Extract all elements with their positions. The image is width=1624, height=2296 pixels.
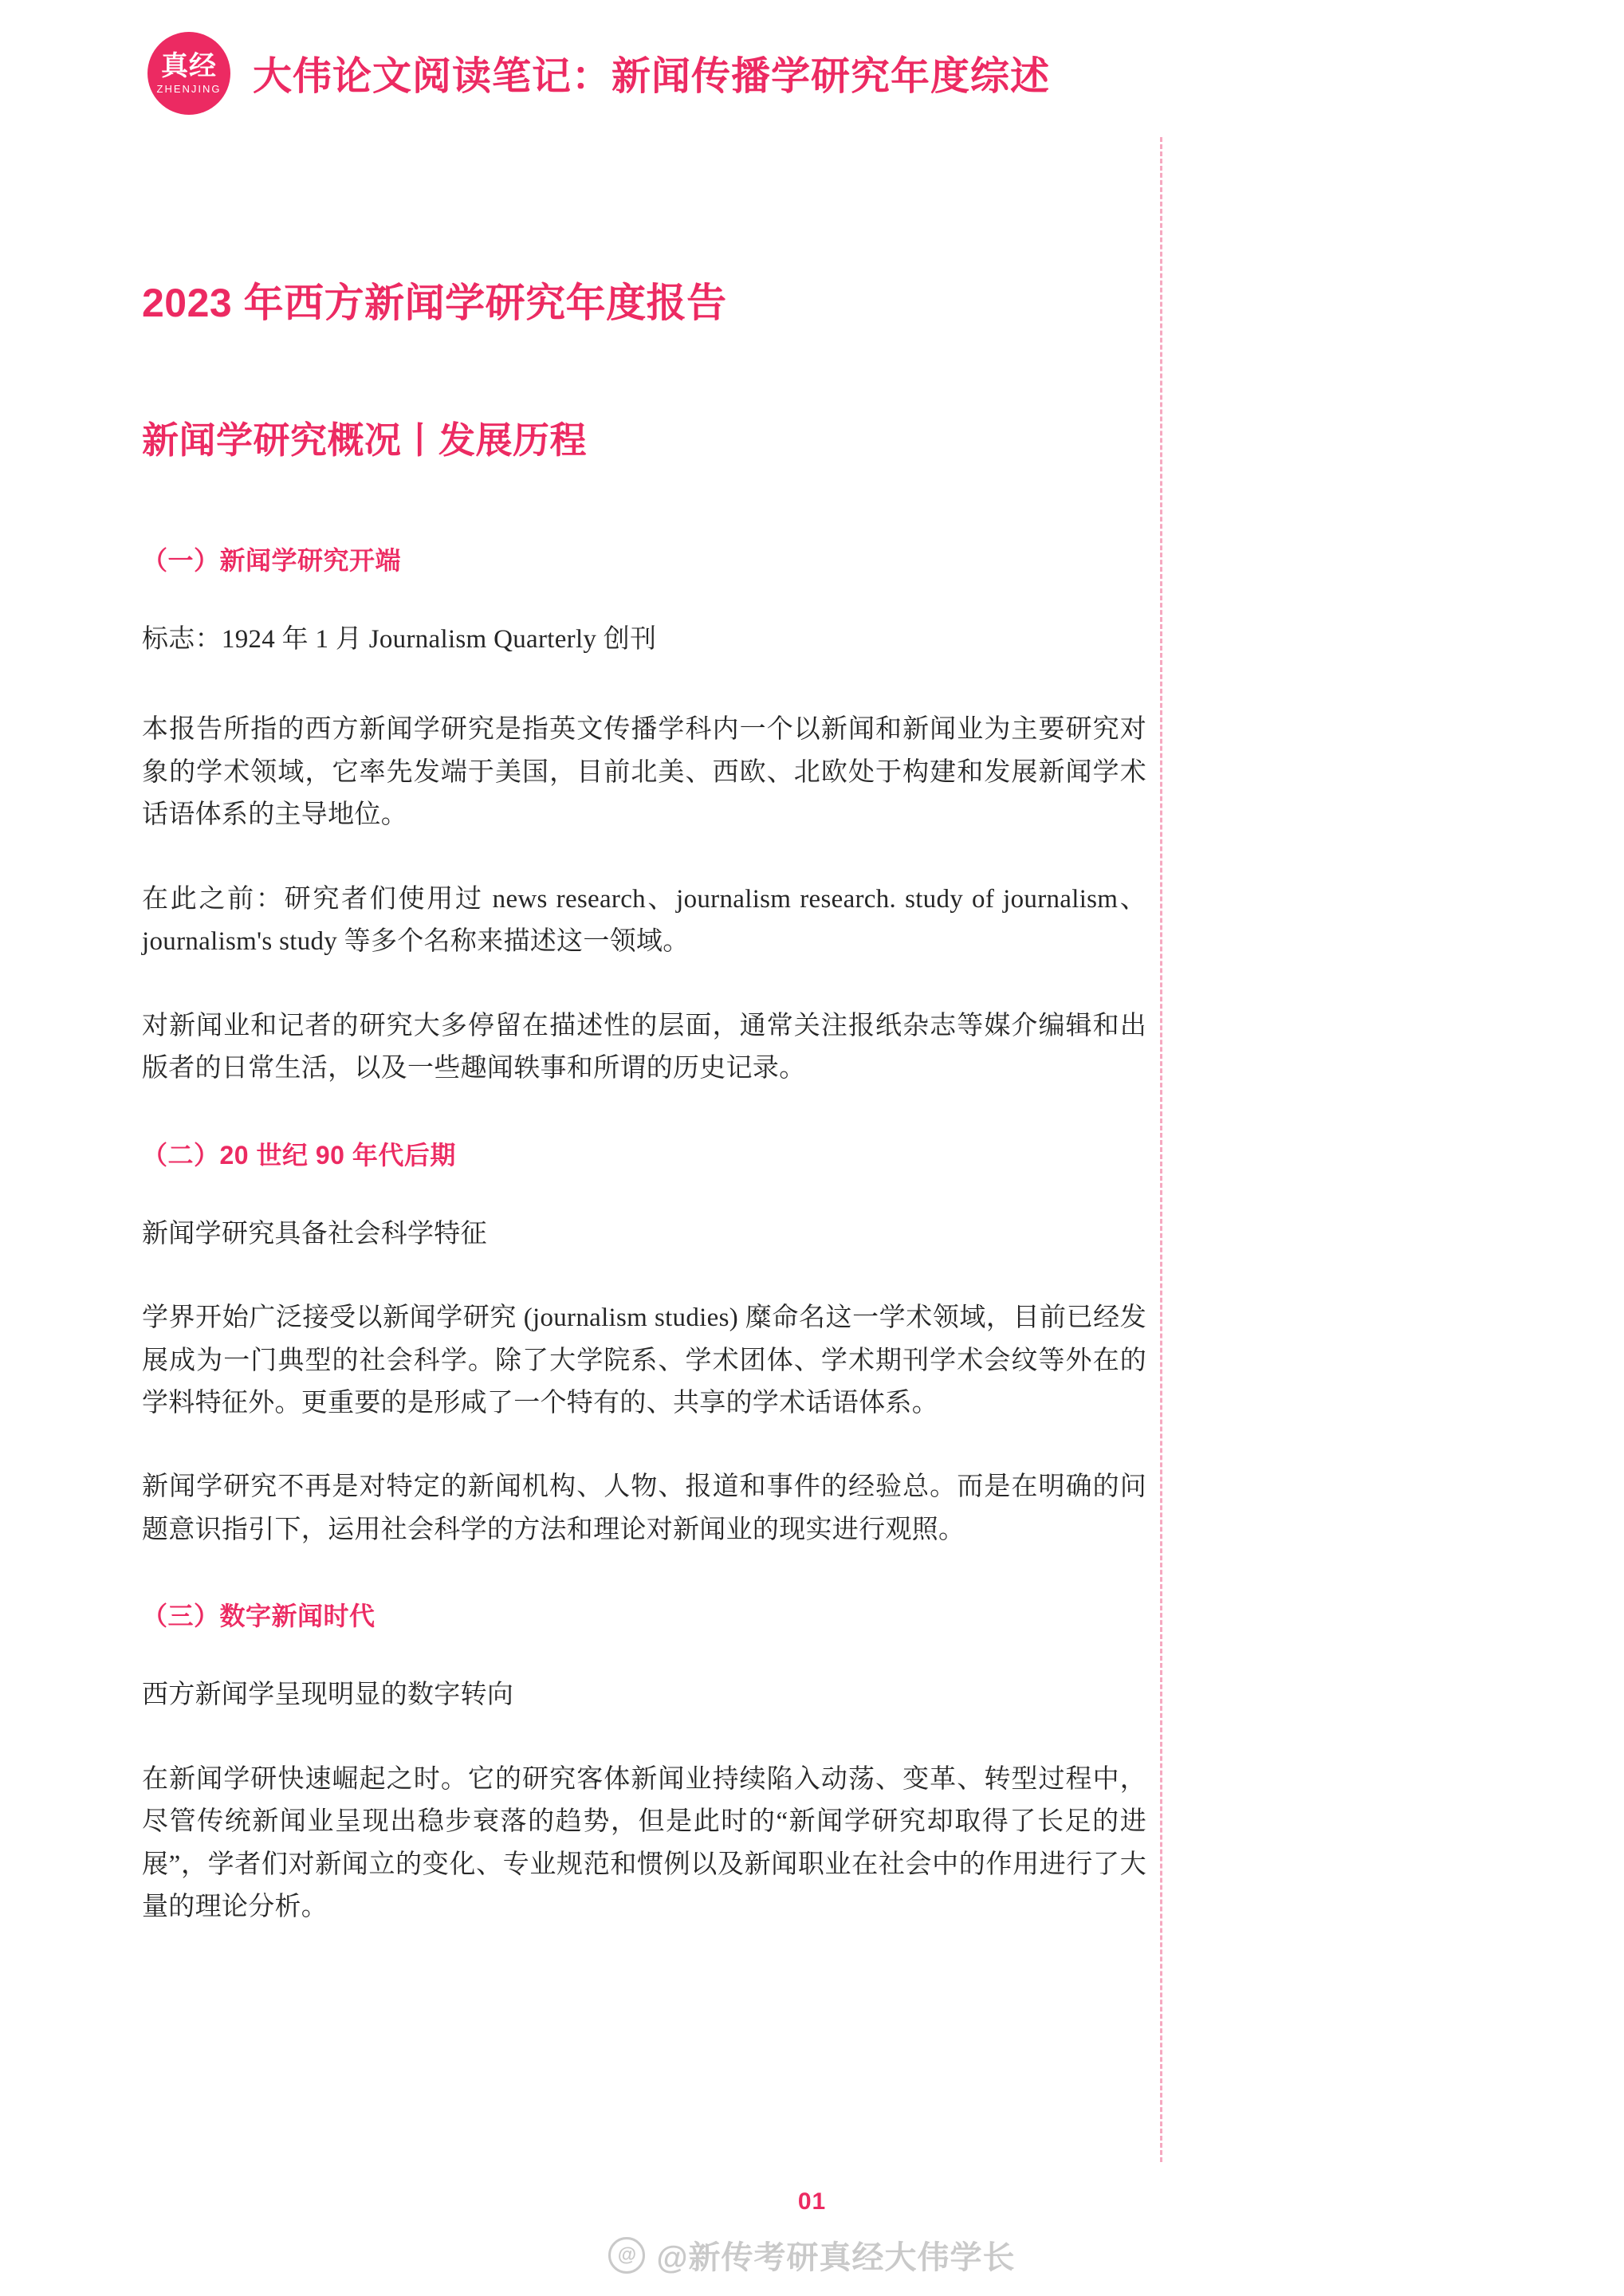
page-header	[147, 32, 1050, 115]
vertical-dashed-divider	[1160, 137, 1162, 2162]
header-title: 大伟论文阅读笔记：新闻传播学研究年度综述	[253, 55, 1051, 98]
watermark-text: @新传考研真经大伟学长	[656, 2240, 1016, 2275]
paragraph-prior-names: 在此之前：研究者们使用过 news research、journalism research. study of journalism、journalism's study 等多个名称来描述这一领域。	[142, 884, 1146, 957]
paragraph-digital-era-analysis: 在新闻学研快速崛起之时。它的研究客体新闻业持续陷入动荡、变革、转型过程中，尽管传统新闻业呈现出稳步衰落的趋势，但是此时的“新闻学研究却取得了长足的进展”，学者们对新闻立的变化、专业规范和惯例以及新闻职业在社会中的作用进行了大量的理论分析。	[142, 1764, 1146, 1922]
paragraph-scope: 本报告所指的西方新闻学研究是指英文传播学科内一个以新闻和新闻业为主要研究对象的学术领域，它率先发端于美国，目前北美、西欧、北欧处于构建和发展新闻学术话语体系的主导地位。	[142, 715, 1146, 830]
brand-logo-sub-text: ZHENJING	[156, 83, 222, 95]
watermark	[0, 2232, 1624, 2278]
page-number: 01	[797, 2188, 827, 2215]
weibo-icon: @	[608, 2237, 645, 2274]
paragraph-marker: 标志：1924 年 1 月 Journalism Quarterly 创刊	[142, 625, 657, 654]
document-body	[142, 271, 1146, 1971]
paragraph-descriptive-level: 对新闻业和记者的研究大多停留在描述性的层面，通常关注报纸杂志等媒介编辑和出版者的日常生活，以及一些趣闻轶事和所谓的历史记录。	[142, 1011, 1146, 1083]
subheading-3: （三）数字新闻时代	[142, 1602, 376, 1631]
section-title: 新闻学研究概况丨发展历程	[142, 419, 587, 461]
paragraph-theory-method: 新闻学研究不再是对特定的新闻机构、人物、报道和事件的经验总。而是在明确的问题意识指引下，运用社会科学的方法和理论对新闻业的现实进行观照。	[142, 1472, 1146, 1544]
brand-logo-main-text: 真经	[161, 51, 217, 81]
brand-logo-icon	[147, 32, 230, 115]
paragraph-social-science-trait: 新闻学研究具备社会科学特征	[142, 1219, 487, 1248]
page-title: 2023 年西方新闻学研究年度报告	[142, 281, 727, 325]
paragraph-digital-turn: 西方新闻学呈现明显的数字转向	[142, 1681, 514, 1710]
subheading-2: （二）20 世纪 90 年代后期	[142, 1140, 456, 1170]
paragraph-journalism-studies: 学界开始广泛接受以新闻学研究 (journalism studies) 糜命名这一学术领域，目前已经发展成为一门典型的社会科学。除了大学院系、学术团体、学术期刊学术会纹等外在的学料特征外。更重要的是形咸了一个特有的、共享的学术话语体系。	[142, 1303, 1146, 1417]
subheading-1: （一）新闻学研究开端	[142, 546, 402, 575]
